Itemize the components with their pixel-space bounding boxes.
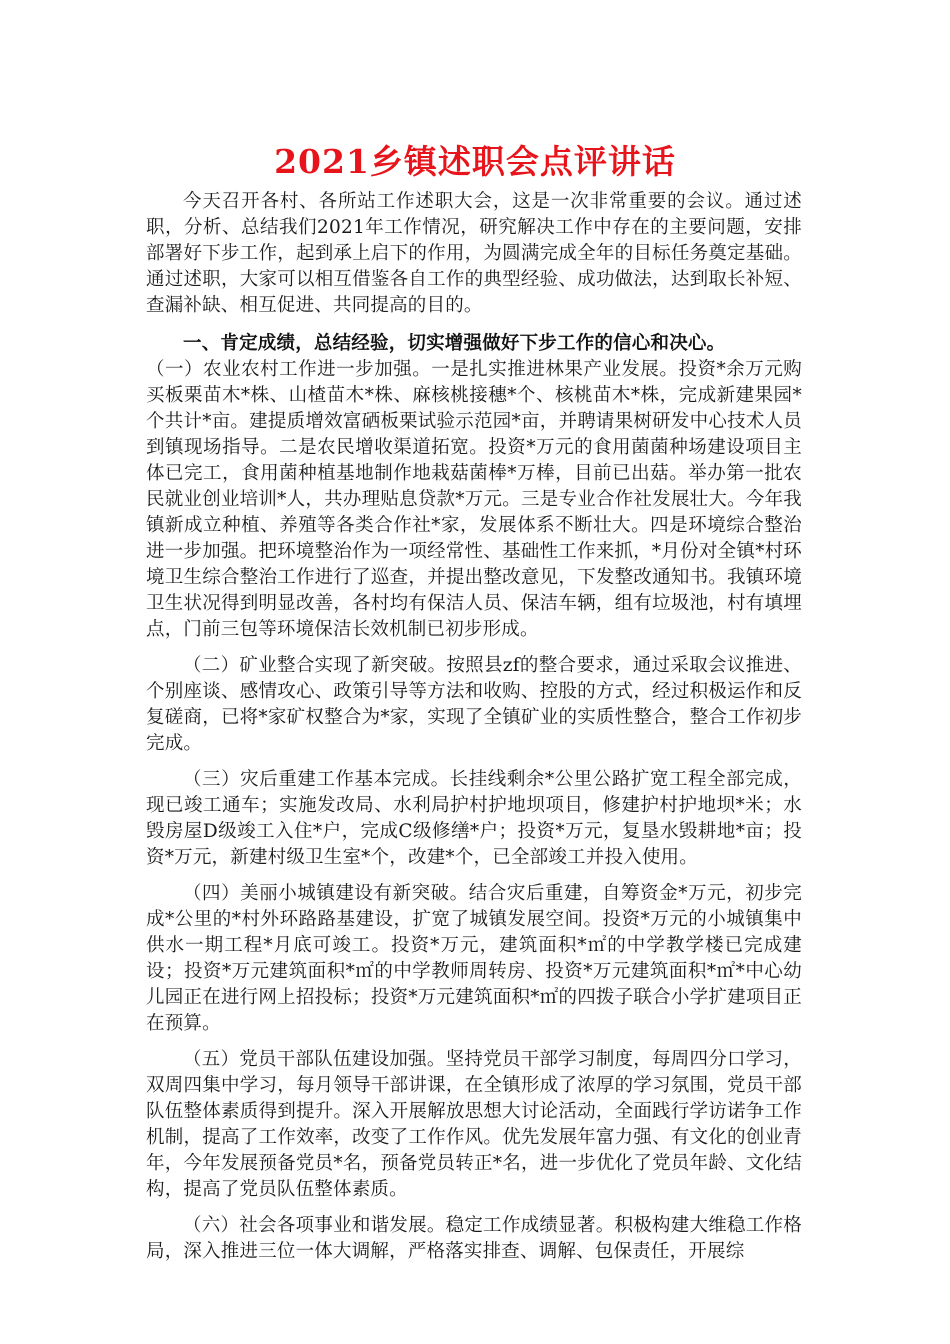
paragraph-social-affairs: （六）社会各项事业和谐发展。稳定工作成绩显著。积极构建大维稳工作格局，深入推进三位一体大调解，严格落实排查、调解、包保责任，开展综: [146, 1215, 802, 1262]
paragraph-mining: （二）矿业整合实现了新突破。按照县zf的整合要求，通过采取会议推进、个别座谈、感情攻心、政策引导等方法和收购、控股的方式，经过积极运作和反复磋商，已将*家矿权整合为*家，实现了全镇矿业的实质性整合，整合工作初步完成。: [146, 655, 802, 754]
paragraph-party-building: （五）党员干部队伍建设加强。坚持党员干部学习制度，每周四分口学习，双周四集中学习，每月领导干部讲课，在全镇形成了浓厚的学习氛围，党员干部队伍整体素质得到提升。深入开展解放思想大讨论活动，全面践行学访诺争工作机制，提高了工作效率，改变了工作作风。优先发展年富力强、有文化的创业青年，今年发展预备党员*名，预备党员转正*名，进一步优化了党员年龄、文化结构，提高了党员队伍整体素质。: [146, 1049, 802, 1200]
intro-paragraph: 今天召开各村、各所站工作述职大会，这是一次非常重要的会议。通过述职，分析、总结我们2021年工作情况，研究解决工作中存在的主要问题，安排部署好下步工作，起到承上启下的作用，为圆满完成全年的目标任务奠定基础。通过述职，大家可以相互借鉴各自工作的典型经验、成功做法，达到取长补短、查漏补缺、相互促进、共同提高的目的。: [146, 191, 802, 316]
section-heading: 一、肯定成绩，总结经验，切实增强做好下步工作的信心和决心。: [183, 333, 726, 354]
paragraph-reconstruction: （三）灾后重建工作基本完成。长挂线剩余*公里公路扩宽工程全部完成，现已竣工通车；实施发改局、水利局护村护地坝项目，修建护村护地坝*米；水毁房屋D级竣工入住*户，完成C级修缮*户；投资*万元，复垦水毁耕地*亩；投资*万元，新建村级卫生室*个，改建*个，已全部竣工并投入使用。: [146, 769, 802, 868]
document-body: [146, 189, 802, 1265]
document-title: 2021乡镇述职会点评讲话: [274, 142, 676, 181]
paragraph-small-town: （四）美丽小城镇建设有新突破。结合灾后重建，自筹资金*万元，初步完成*公里的*村外环路路基建设，扩宽了城镇发展空间。投资*万元的小城镇集中供水一期工程*月底可竣工。投资*万元，建筑面积*㎡的中学教学楼已完成建设；投资*万元建筑面积*㎡的中学教师周转房、投资*万元建筑面积*㎡*中心幼儿园正在进行网上招投标；投资*万元建筑面积*㎡的四拨子联合小学扩建项目正在预算。: [146, 883, 802, 1034]
paragraph-agriculture: （一）农业农村工作进一步加强。一是扎实推进林果产业发展。投资*余万元购买板栗苗木*株、山楂苗木*株、麻核桃接穗*个、核桃苗木*株，完成新建果园*个共计*亩。建提质增效富硒板栗试验示范园*亩，并聘请果树研发中心技术人员到镇现场指导。二是农民增收渠道拓宽。投资*万元的食用菌菌种场建设项目主体已完工，食用菌种植基地制作地栽菇菌棒*万棒，目前已出菇。举办第一批农民就业创业培训*人，共办理贴息贷款*万元。三是专业合作社发展壮大。今年我镇新成立种植、养殖等各类合作社*家，发展体系不断壮大。四是环境综合整治进一步加强。把环境整治作为一项经常性、基础性工作来抓，*月份对全镇*村环境卫生综合整治工作进行了巡查，并提出整改意见，下发整改通知书。我镇环境卫生状况得到明显改善，各村均有保洁人员、保洁车辆，组有垃圾池，村有填埋点，门前三包等环境保洁长效机制已初步形成。: [146, 359, 802, 640]
